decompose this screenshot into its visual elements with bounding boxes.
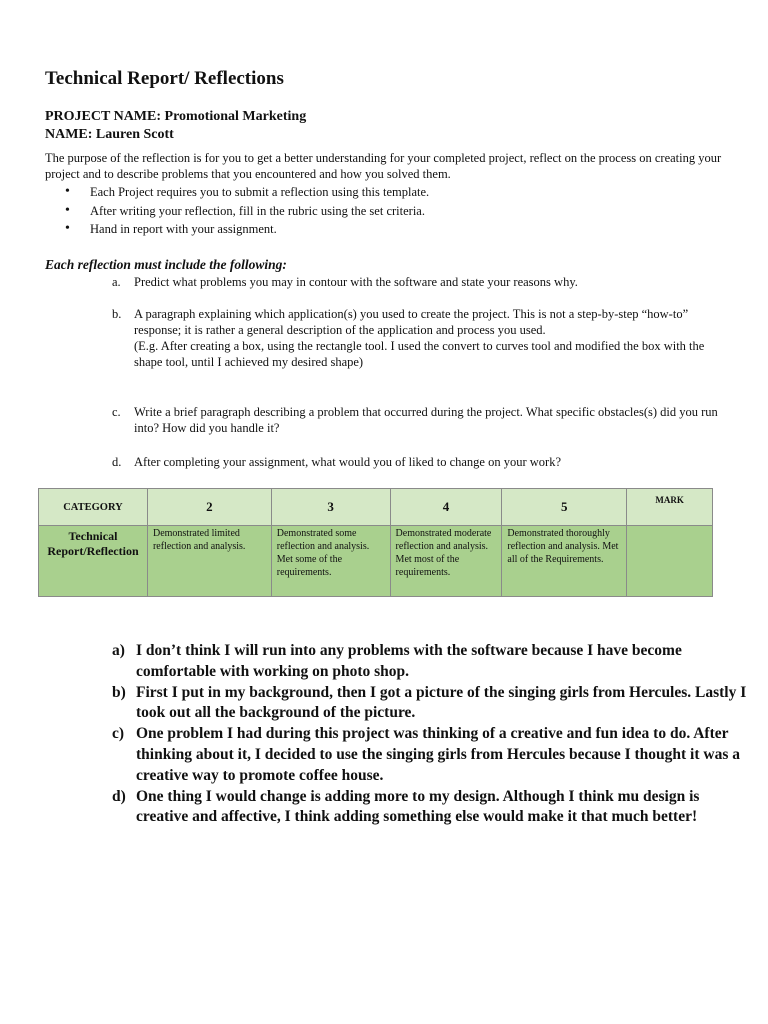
answer-item bbox=[112, 787, 752, 829]
list-item: • Each Project requires you to submit a reflection using this template. bbox=[65, 183, 429, 202]
answer-letter: c) bbox=[112, 725, 125, 743]
rubric-header-score-4: 4 bbox=[390, 489, 502, 526]
rubric-cell-score-2: Demonstrated limited reflection and analysis. bbox=[147, 526, 271, 597]
requirements-heading: Each reflection must include the following: bbox=[45, 257, 287, 272]
answer-item bbox=[112, 683, 752, 725]
requirement-text: Predict what problems you may in contour with the software and state your reasons why. bbox=[134, 275, 578, 289]
table-row bbox=[39, 526, 713, 597]
rubric-table bbox=[38, 488, 713, 597]
student-name: NAME: Lauren Scott bbox=[45, 127, 174, 142]
answer-letter: d) bbox=[112, 787, 126, 805]
rubric-header-score-3: 3 bbox=[271, 489, 390, 526]
rubric-header-category: CATEGORY bbox=[39, 489, 148, 526]
answer-letter: b) bbox=[112, 683, 126, 701]
page-title: Technical Report/ Reflections bbox=[45, 68, 284, 89]
answer-letter: a) bbox=[112, 642, 125, 659]
rubric-header-row bbox=[39, 489, 713, 526]
rubric-cell-score-3: Demonstrated some reflection and analysis. Met some of the requirements. bbox=[271, 526, 390, 597]
answer-text: I don’t think I will run into any problems with the software because I have become comfortable with working on photo shop. bbox=[136, 642, 682, 680]
requirement-a bbox=[112, 274, 722, 290]
list-item: • Hand in report with your assignment. bbox=[65, 220, 429, 239]
requirement-c bbox=[112, 404, 722, 436]
requirement-text: A paragraph explaining which application(s) you used to create the project. This is not a step-by-step “how-to” response; it is rather a general description of the application and process you used. bbox=[134, 307, 689, 337]
answer-item bbox=[112, 724, 752, 786]
project-name: PROJECT NAME: Promotional Marketing bbox=[45, 109, 307, 124]
rubric-header-score-2: 2 bbox=[147, 489, 271, 526]
requirement-text: After completing your assignment, what would you of liked to change on your work? bbox=[134, 455, 561, 469]
answer-text: First I put in my background, then I got a picture of the singing girls from Hercules. Lastly I took out all the background of the picture. bbox=[136, 683, 747, 722]
answers-list bbox=[112, 641, 752, 828]
requirement-letter: a. bbox=[112, 275, 121, 289]
list-item: • After writing your reflection, fill in the rubric using the set criteria. bbox=[65, 202, 429, 221]
answer-item bbox=[112, 641, 752, 683]
purpose-paragraph: The purpose of the reflection is for you to get a better understanding for your completed project, reflect on the process on creating your project and to describe problems that you encountered and how you solved them. bbox=[45, 151, 722, 181]
rubric-cell-score-5: Demonstrated thoroughly reflection and analysis. Met all of the Requirements. bbox=[502, 526, 627, 597]
answer-text: One thing I would change is adding more to my design. Although I think mu design is creative and affective, I think adding something else would make it that much better! bbox=[136, 787, 700, 826]
rubric-header-mark: MARK bbox=[627, 489, 713, 526]
rubric-header-score-5: 5 bbox=[502, 489, 627, 526]
requirement-b bbox=[112, 306, 722, 370]
requirement-example: (E.g. After creating a box, using the rectangle tool. I used the convert to curves tool and modified the box with the shape tool, until I achieved my desired shape) bbox=[134, 339, 705, 369]
requirement-d bbox=[112, 454, 722, 470]
answer-text: One problem I had during this project was thinking of a creative and fun idea to do. After thinking about it, I decided to use the singing girls from Hercules because I thought it was a creative way to promote coffee house. bbox=[136, 725, 740, 784]
instruction-list bbox=[65, 183, 429, 239]
requirement-letter: d. bbox=[112, 455, 122, 469]
rubric-row-category: Technical Report/Reflection bbox=[39, 526, 148, 597]
requirement-letter: c. bbox=[112, 405, 121, 419]
requirement-text: Write a brief paragraph describing a problem that occurred during the project. What specific obstacles(s) did you run into? How did you handle it? bbox=[134, 405, 718, 435]
rubric-cell-score-4: Demonstrated moderate reflection and analysis. Met most of the requirements. bbox=[390, 526, 502, 597]
rubric-cell-mark bbox=[627, 526, 713, 597]
requirement-letter: b. bbox=[112, 307, 122, 321]
